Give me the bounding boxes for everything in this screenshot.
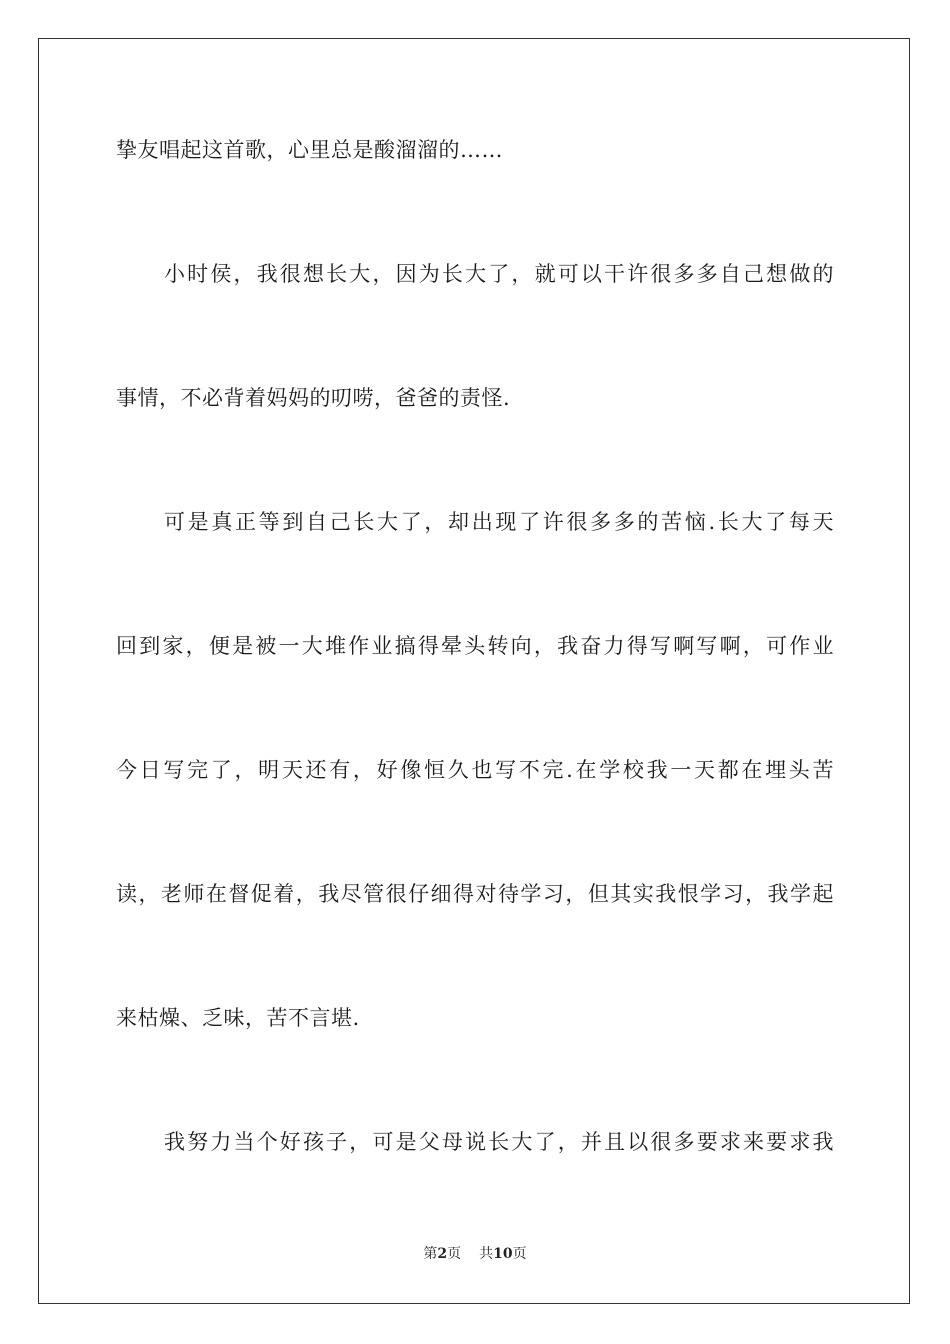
page-number: 2	[437, 1246, 448, 1262]
total-pages: 10	[493, 1246, 513, 1262]
text-line-8: 来枯燥、乏味，苦不言堪.	[116, 1006, 360, 1030]
text-line-2: 小时侯，我很想长大，因为长大了，就可以干许很多多自己想做的	[164, 262, 834, 286]
text-line-5: 回到家，便是被一大堆作业搞得晕头转向，我奋力得写啊写啊，可作业	[116, 634, 834, 658]
page-frame	[38, 38, 910, 1304]
total-prefix: 共	[479, 1246, 494, 1262]
page-prefix: 第	[423, 1246, 438, 1262]
page-suffix: 页	[447, 1246, 462, 1262]
text-line-9: 我努力当个好孩子，可是父母说长大了，并且以很多要求来要求我	[164, 1130, 834, 1154]
text-line-1: 挚友唱起这首歌，心里总是酸溜溜的……	[116, 138, 503, 162]
text-line-6: 今日写完了，明天还有，好像恒久也写不完.在学校我一天都在埋头苦	[116, 758, 834, 782]
total-suffix: 页	[512, 1246, 527, 1262]
text-line-3: 事情，不必背着妈妈的叨唠，爸爸的责怪.	[116, 386, 511, 410]
text-line-4: 可是真正等到自己长大了，却出现了许很多多的苦恼.长大了每天	[164, 510, 834, 534]
page-footer	[0, 1245, 950, 1263]
text-line-7: 读，老师在督促着，我尽管很仔细得对待学习，但其实我恨学习，我学起	[116, 882, 834, 906]
